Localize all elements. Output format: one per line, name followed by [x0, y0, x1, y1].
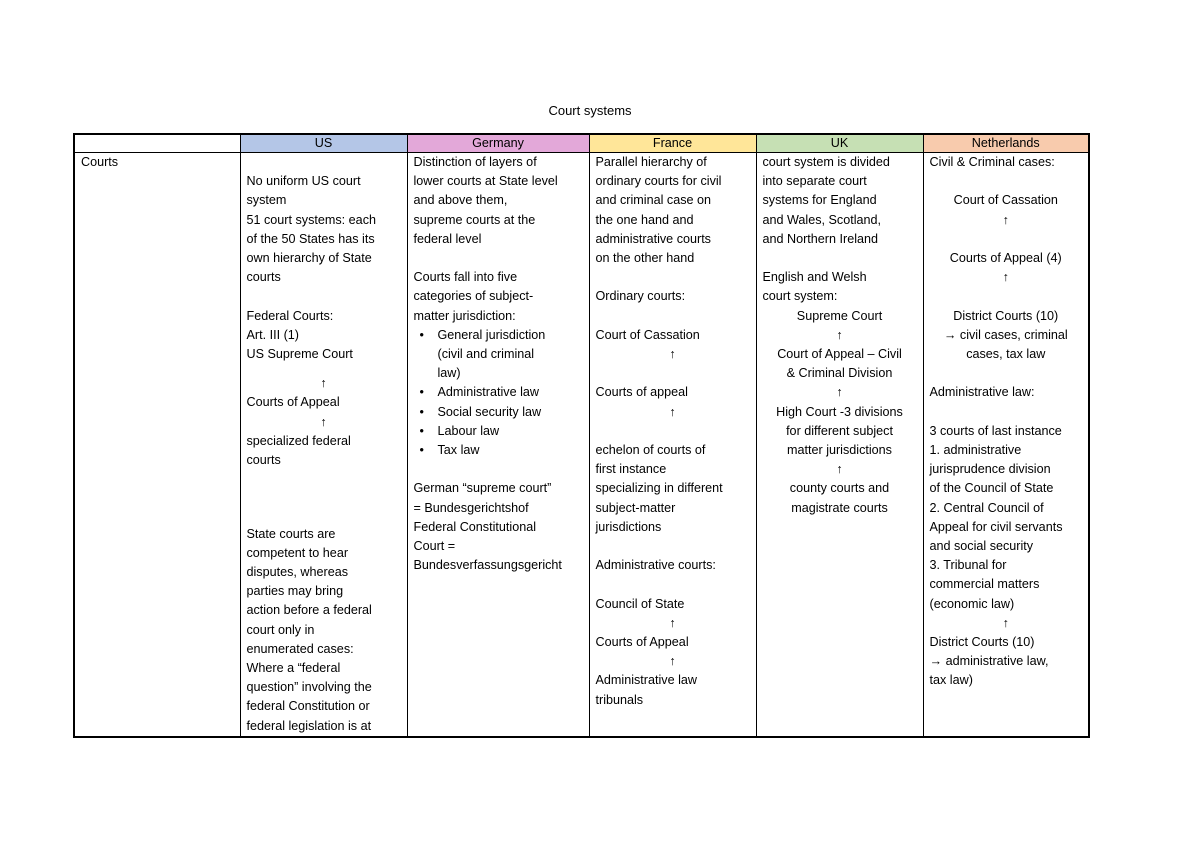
us-line: State courts are	[246, 526, 336, 541]
uk-line: and Wales, Scotland,	[762, 212, 882, 227]
up-arrow-icon: ↑	[669, 654, 676, 669]
germany-line: Courts fall into five	[413, 270, 518, 285]
list-item: • Tax law	[438, 441, 583, 460]
france-line: Council of State	[595, 596, 685, 611]
netherlands-line: District Courts (10)	[953, 308, 1059, 323]
up-arrow-icon: ↑	[320, 414, 327, 429]
germany-line: lower courts at State level	[413, 174, 558, 189]
netherlands-line: Civil & Criminal cases:	[929, 155, 1055, 169]
up-arrow-icon: ↑	[836, 462, 843, 477]
us-line: Federal Courts:	[246, 308, 334, 323]
page-title: Court systems	[548, 103, 632, 118]
germany-cell	[407, 153, 589, 737]
france-line: Court of Cassation	[595, 327, 700, 342]
us-line: courts	[246, 270, 281, 285]
court-systems-table	[73, 133, 1090, 738]
netherlands-line: tax law)	[929, 673, 973, 688]
us-line: of the 50 States has its	[246, 231, 375, 246]
france-line: specializing in different	[595, 481, 723, 496]
france-line: tribunals	[595, 692, 644, 707]
netherlands-line: cases, tax law	[966, 346, 1046, 361]
header-uk: UK	[756, 134, 923, 153]
uk-line: for different subject	[786, 423, 893, 438]
france-line: jurisdictions	[595, 519, 662, 534]
netherlands-line: Court of Cassation	[953, 193, 1058, 208]
uk-line: English and Welsh	[762, 270, 867, 285]
germany-line: Bundesverfassungsgericht	[413, 558, 562, 573]
france-line: subject-matter	[595, 500, 676, 515]
us-line: US Supreme Court	[246, 347, 353, 361]
germany-line: matter jurisdiction:	[413, 308, 516, 323]
germany-line: Federal Constitutional	[413, 519, 537, 534]
uk-line: court system is divided	[762, 155, 890, 169]
uk-line: Court of Appeal – Civil	[777, 347, 902, 362]
uk-line: and Northern Ireland	[762, 231, 879, 246]
netherlands-line: and social security	[929, 538, 1034, 553]
germany-line: federal level	[413, 231, 482, 246]
jurisdiction-list	[414, 326, 583, 460]
netherlands-line: 3 courts of last instance	[929, 423, 1062, 438]
netherlands-line: Administrative law:	[929, 385, 1035, 400]
france-line: on the other hand	[595, 251, 695, 266]
france-line: ordinary courts for civil	[595, 174, 722, 189]
header-netherlands: Netherlands	[923, 134, 1089, 153]
netherlands-line: Courts of Appeal (4)	[949, 250, 1062, 265]
uk-line: county courts and	[789, 481, 890, 496]
netherlands-line: of the Council of State	[929, 481, 1054, 496]
uk-line: & Criminal Division	[786, 366, 893, 381]
us-line: disputes, whereas	[246, 565, 349, 579]
france-cell	[589, 153, 756, 737]
france-line: echelon of courts of	[595, 442, 706, 457]
germany-line: = Bundesgerichtshof	[413, 500, 529, 515]
germany-line: German “supreme court”	[413, 481, 552, 496]
france-line: Administrative courts:	[595, 558, 716, 573]
list-item: • Administrative law	[438, 383, 583, 402]
us-line: courts	[246, 453, 281, 468]
up-arrow-icon: ↑	[1002, 212, 1009, 227]
courts-row	[74, 153, 1089, 737]
us-line: court only in	[246, 622, 315, 637]
uk-line: magistrate courts	[791, 500, 888, 515]
list-item: • Labour law	[438, 422, 583, 441]
france-line: Administrative law	[595, 673, 697, 688]
up-arrow-icon: ↑	[669, 404, 676, 419]
up-arrow-icon: ↑	[1002, 270, 1009, 285]
us-line: specialized federal	[246, 433, 351, 448]
us-cell	[240, 153, 407, 737]
us-line: Courts of Appeal	[246, 395, 340, 410]
netherlands-line: → civil cases, criminal	[943, 327, 1068, 342]
up-arrow-icon: ↑	[836, 327, 843, 342]
header-empty-cell	[74, 134, 240, 153]
uk-line: into separate court	[762, 174, 867, 189]
row-label: Courts	[81, 155, 119, 169]
france-line: first instance	[595, 462, 667, 477]
up-arrow-icon: ↑	[320, 376, 327, 391]
france-line: Parallel hierarchy of	[595, 155, 707, 169]
us-line: enumerated cases:	[246, 641, 354, 656]
us-line: system	[246, 193, 287, 208]
row-label-cell	[74, 153, 240, 737]
netherlands-line: 3. Tribunal for	[929, 558, 1007, 573]
france-line: administrative courts	[595, 231, 711, 246]
germany-line: supreme courts at the	[413, 212, 536, 227]
netherlands-line: Appeal for civil servants	[929, 519, 1063, 534]
netherlands-line: 1. administrative	[929, 442, 1022, 457]
germany-line: Court =	[413, 539, 456, 554]
germany-line: Distinction of layers of	[413, 155, 537, 169]
us-line: Art. III (1)	[246, 327, 299, 342]
us-line: action before a federal	[246, 603, 372, 618]
netherlands-line: jurisprudence division	[929, 462, 1051, 477]
uk-cell	[756, 153, 923, 737]
uk-line: matter jurisdictions	[787, 443, 892, 458]
header-us: US	[240, 134, 407, 153]
netherlands-line: District Courts (10)	[929, 635, 1035, 649]
uk-line: High Court -3 divisions	[776, 404, 903, 419]
up-arrow-icon: ↑	[669, 347, 676, 361]
netherlands-line: commercial matters	[929, 577, 1040, 592]
netherlands-cell	[923, 153, 1089, 737]
us-line: own hierarchy of State	[246, 251, 372, 265]
netherlands-line: 2. Central Council of	[929, 500, 1044, 515]
us-line: parties may bring	[246, 584, 344, 599]
us-line: Where a “federal	[246, 661, 341, 676]
header-row	[74, 134, 1089, 153]
us-line: No uniform US court	[246, 174, 361, 189]
germany-line: and above them,	[413, 193, 508, 208]
us-line: question” involving the	[246, 680, 372, 695]
header-germany: Germany	[407, 134, 589, 153]
us-line: competent to hear	[246, 545, 349, 560]
uk-line: systems for England	[762, 193, 877, 208]
germany-line: categories of subject-	[413, 289, 534, 304]
uk-line: court system:	[762, 289, 838, 304]
france-line: and criminal case on	[595, 193, 712, 208]
up-arrow-icon: ↑	[669, 615, 676, 630]
france-line: Courts of Appeal	[595, 634, 689, 649]
uk-line: Supreme Court	[796, 308, 883, 323]
netherlands-line: → administrative law,	[929, 654, 1049, 669]
up-arrow-icon: ↑	[836, 385, 843, 400]
us-line: 51 court systems: each	[246, 212, 376, 227]
france-line: Courts of appeal	[595, 385, 688, 400]
us-line: federal legislation is at	[246, 718, 372, 733]
up-arrow-icon: ↑	[1002, 615, 1009, 630]
us-line: federal Constitution or	[246, 699, 370, 714]
netherlands-line: (economic law)	[929, 596, 1015, 611]
france-line: the one hand and	[595, 212, 694, 227]
list-item: • Social security law	[438, 403, 583, 422]
header-france: France	[589, 134, 756, 153]
france-line: Ordinary courts:	[595, 289, 686, 304]
list-item: • General jurisdiction (civil and criminal law)	[438, 326, 583, 384]
